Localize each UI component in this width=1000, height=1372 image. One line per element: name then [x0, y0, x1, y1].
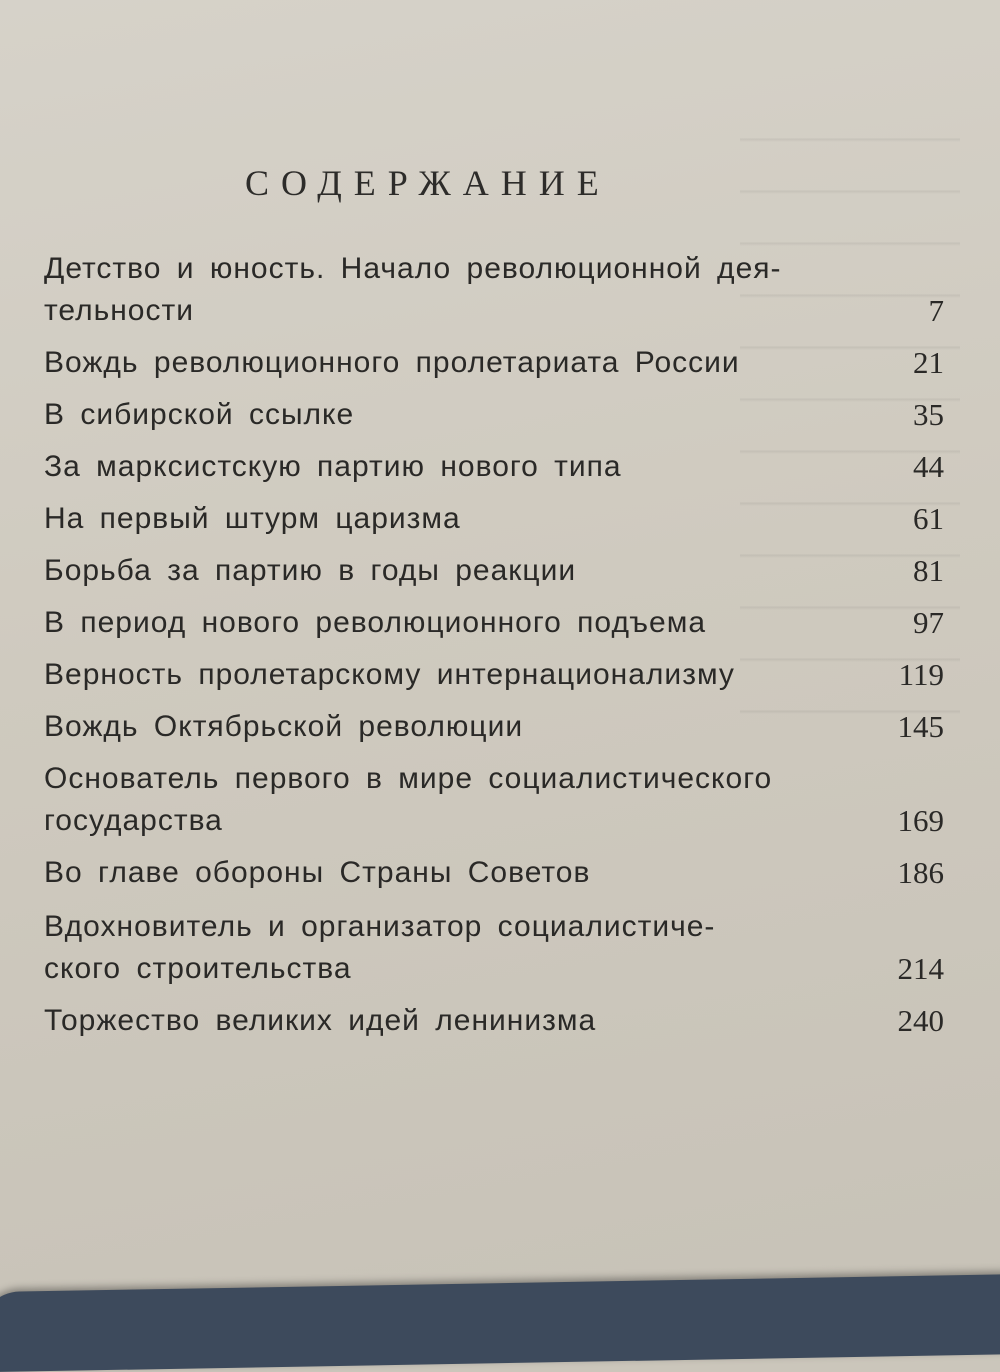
toc-entry-page: 214 [897, 951, 944, 986]
toc-entry [44, 446, 944, 488]
toc-entry-title: Во главе обороны Страны Советов [44, 856, 591, 889]
toc-entry [44, 394, 944, 436]
toc-entry [44, 248, 944, 332]
toc-entry [44, 602, 944, 644]
toc-entry-title: Торжество великих идей ленинизма [44, 1004, 597, 1037]
toc-entry-page: 7 [928, 293, 944, 328]
toc-entry-title-line2: тельности [44, 294, 194, 327]
toc-entry [44, 758, 944, 842]
toc-entry-title: Верность пролетарскому интернационализму [44, 658, 735, 691]
toc-entry [44, 550, 944, 592]
toc-entry [44, 706, 944, 748]
toc-entry-page: 81 [913, 553, 944, 588]
toc-entry [44, 342, 944, 384]
toc-entry-title-line1: Вдохновитель и организатор социалистиче- [44, 910, 716, 943]
toc-entry-title: Вождь революционного пролетариата России [44, 346, 740, 379]
toc-entry-title: В период нового революционного подъема [44, 606, 707, 639]
page-title: СОДЕРЖАНИЕ [245, 163, 611, 203]
toc-entry-page: 61 [913, 501, 944, 536]
toc-entry-title-line1: Основатель первого в мире социалистического [44, 762, 773, 795]
toc-entry [44, 906, 944, 990]
toc-entry-page: 145 [897, 709, 944, 744]
toc-entry-page: 35 [913, 397, 944, 432]
toc-entry-page: 169 [897, 803, 944, 838]
toc-entry-title: Борьба за партию в годы реакции [44, 554, 577, 587]
toc-entry-page: 44 [913, 449, 944, 484]
toc-entry-title-line2: государства [44, 804, 223, 837]
table-of-contents [44, 248, 944, 1042]
book-cover-edge [0, 1274, 1000, 1372]
toc-entry-page: 240 [897, 1003, 944, 1038]
toc-entry-title: В сибирской ссылке [44, 398, 355, 431]
toc-entry-page: 186 [897, 855, 944, 890]
toc-entry-page: 21 [913, 345, 944, 380]
toc-entry [44, 654, 944, 696]
toc-entry-title-line1: Детство и юность. Начало революционной дея- [44, 252, 782, 285]
toc-entry-title: Вождь Октябрьской революции [44, 710, 524, 743]
toc-entry [44, 498, 944, 540]
toc-entry-title: На первый штурм царизма [44, 502, 461, 535]
toc-entry-page: 119 [898, 657, 944, 692]
toc-entry-title-line2: ского строительства [44, 952, 352, 985]
toc-entry-page: 97 [913, 605, 944, 640]
toc-entry-title: За марксистскую партию нового типа [44, 450, 622, 483]
toc-entry [44, 1000, 944, 1042]
toc-entry [44, 852, 944, 894]
